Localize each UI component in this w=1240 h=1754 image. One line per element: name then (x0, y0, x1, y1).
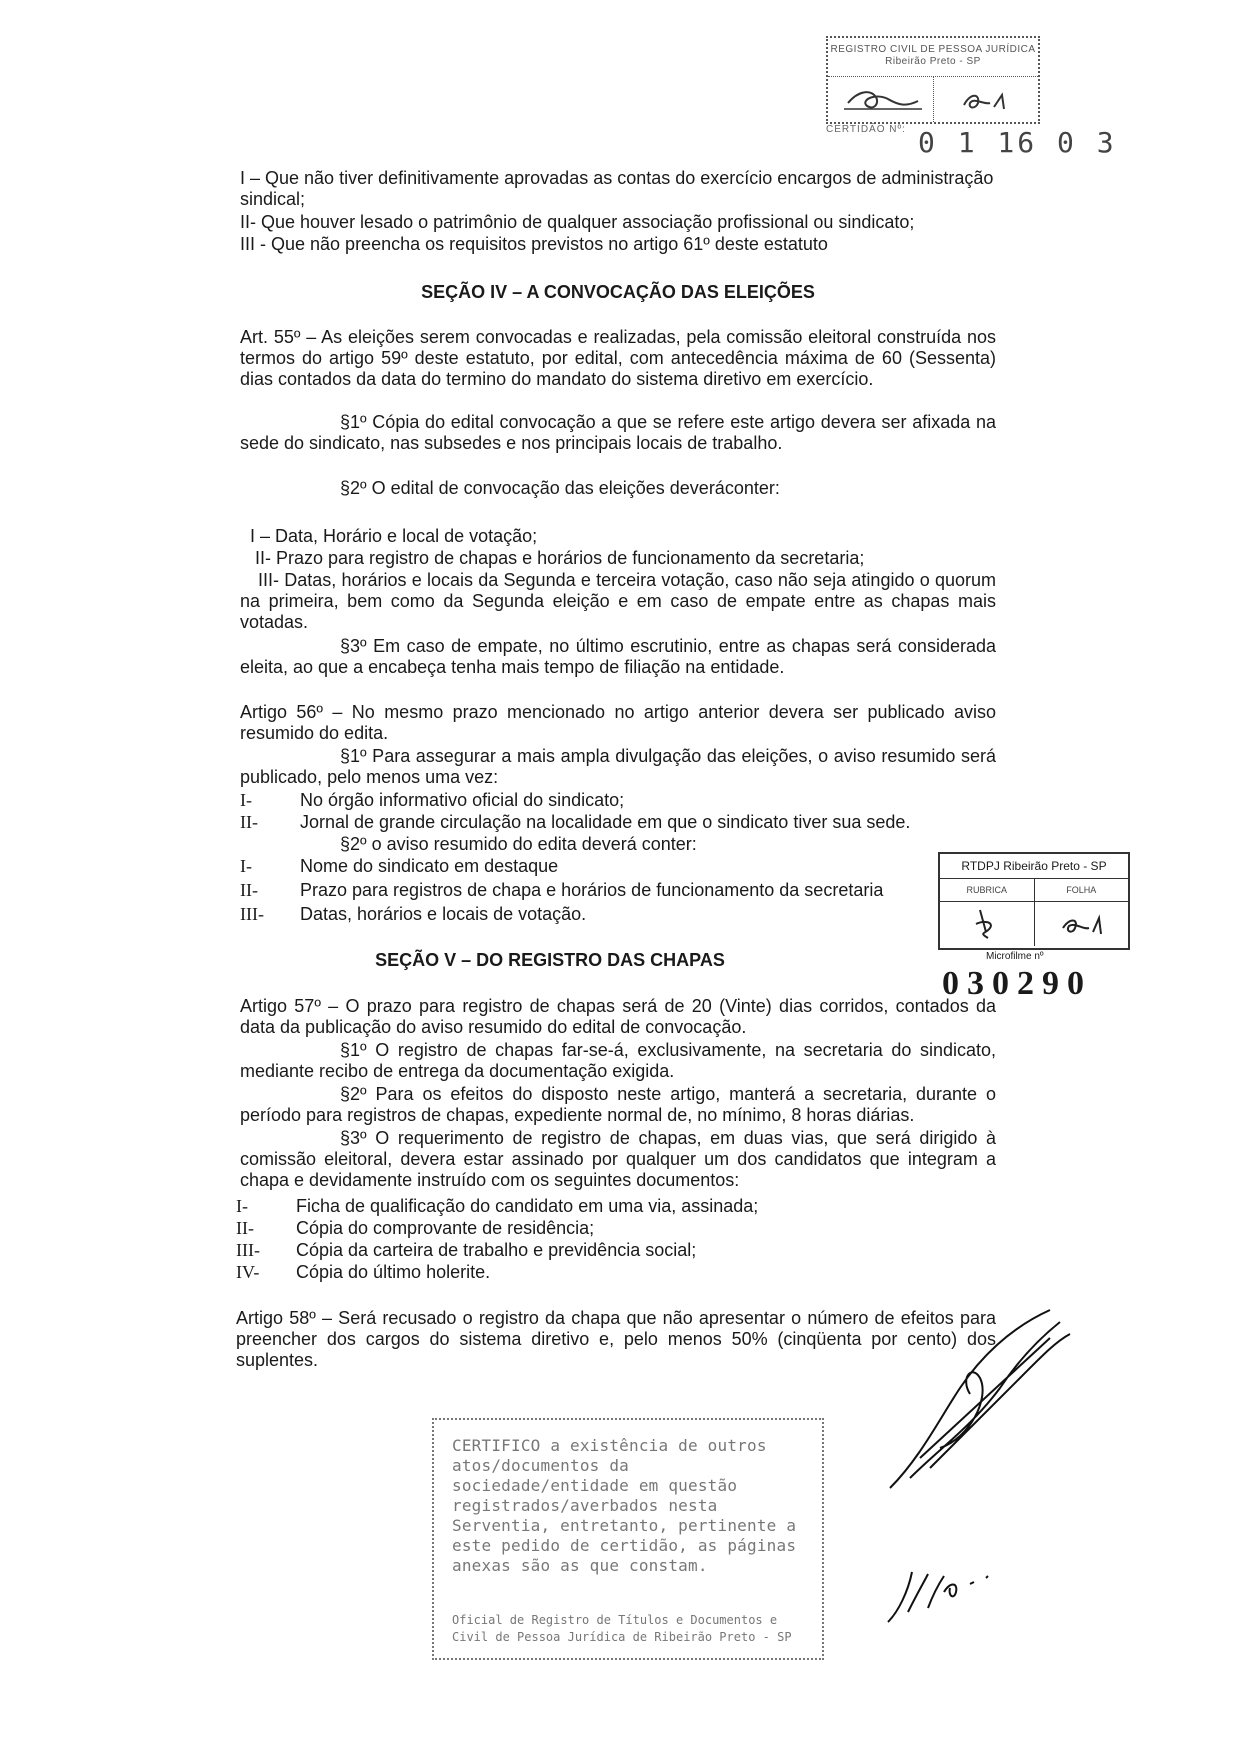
art56-list2-text-2: Prazo para registros de chapa e horários de funcionamento da secretaria (300, 880, 884, 900)
art55-item1: I – Data, Horário e local de votação; (250, 526, 538, 546)
art56-list2-num-2: II- (240, 880, 258, 900)
art56-list2-num-1: I- (240, 856, 252, 876)
art56-list1-num-2: II- (240, 812, 258, 832)
art57-text: Artigo 57º – O prazo para registro de chapas será de 20 (Vinte) dias corridos, contados da data da publicação do aviso resumido do edital de convocação. (240, 996, 996, 1037)
art57-par3: §3º O requerimento de registro de chapas, em duas vias, que será dirigido à comissão eleitoral, devera estar assinado por qualquer um dos candidatos que integram a chapa e devidamente instruído com os seguintes documentos: (240, 1128, 996, 1190)
rtdpj-rubrica-signature (940, 902, 1032, 946)
inciso-1: I – Que não tiver definitivamente aprovadas as contas do exercício encargos de administração sindical; (240, 168, 994, 209)
art55-item2: II- Prazo para registro de chapas e horários de funcionamento da secretaria; (255, 548, 865, 568)
microfilme-number: 030290 (942, 965, 1092, 1002)
art55-par1: §1º Cópia do edital convocação a que se refere este artigo devera ser afixada na sede do sindicato, nas subsedes e nos principais locais de trabalho. (240, 412, 996, 453)
art56-list2-text-3: Datas, horários e locais de votação. (300, 904, 587, 924)
art57-list-num-3: III- (236, 1240, 260, 1260)
art56-text: Artigo 56º – No mesmo prazo mencionado no artigo anterior devera ser publicado aviso resumido do edita. (240, 702, 996, 743)
microfilme-label: Microfilme nº (986, 951, 1044, 962)
art57-list-num-2: II- (236, 1218, 254, 1238)
certificate-stamp-footer: Oficial de Registro de Títulos e Documentos e Civil de Pessoa Jurídica de Ribeirão Preto - SP (452, 1613, 792, 1644)
certificate-stamp (432, 1418, 824, 1660)
art57-par2: §2º Para os efeitos do disposto neste artigo, manterá a secretaria, durante o período para registros de chapas, expediente normal de, no mínimo, 8 horas diárias. (240, 1084, 996, 1125)
art56-list1-num-1: I- (240, 790, 252, 810)
art57-par1: §1º O registro de chapas far-se-á, exclusivamente, na secretaria do sindicato, mediante recibo de entrega da documentação exigida. (240, 1040, 996, 1081)
art56-list2-num-3: III- (240, 904, 264, 924)
handwritten-signature (880, 1298, 1100, 1498)
art55-par2: §2º O edital de convocação das eleições deveráconter: (340, 478, 780, 498)
certificate-stamp-text: CERTIFICO a existência de outros atos/documentos da sociedade/entidade em questão registrados/averbados nesta Serventia, entretanto, pertinente a este pedido de certidão, as páginas anexas são as que constam. (452, 1436, 797, 1575)
art57-list-num-1: I- (236, 1196, 248, 1216)
rtdpj-rubrica-cell (940, 902, 1035, 946)
rtdpj-rubrica-label: RUBRICA (940, 879, 1035, 901)
art57-list-text-2: Cópia do comprovante de residência; (296, 1218, 595, 1238)
registry-signature (828, 77, 932, 121)
registry-stamp-line1: REGISTRO CIVIL DE PESSOA JURÍDICA (830, 44, 1036, 55)
rtdpj-folha-handwriting (1035, 902, 1127, 946)
art57-list-text-3: Cópia da carteira de trabalho e previdência social; (296, 1240, 697, 1260)
art58-text: Artigo 58º – Será recusado o registro da chapa que não apresentar o número de efeitos para preencher dos cargos do sistema diretivo e, pelo menos 50% (cinqüenta por cento) dos suplentes. (236, 1308, 996, 1370)
rtdpj-folha-label: FOLHA (1066, 885, 1097, 895)
registry-page-cell (934, 77, 1039, 122)
art56-par2: §2º o aviso resumido do edita deverá conter: (340, 834, 697, 854)
art55-par3: §3º Em caso de empate, no último escrutinio, entre as chapas será considerada eleita, ao que a encabeça tenha mais tempo de filiação na entidade. (240, 636, 996, 677)
art57-list-text-1: Ficha de qualificação do candidato em uma via, assinada; (296, 1196, 759, 1216)
section-v-heading: SEÇÃO V – DO REGISTRO DAS CHAPAS (375, 950, 725, 970)
art57-list-num-4: IV- (236, 1262, 260, 1282)
art56-par1: §1º Para assegurar a mais ampla divulgação das eleições, o aviso resumido será publicado, pelo menos uma vez: (240, 746, 996, 787)
initials-signature (878, 1552, 1028, 1632)
inciso-3: III - Que não preencha os requisitos previstos no artigo 61º deste estatuto (240, 234, 828, 254)
art56-list2-text-1: Nome do sindicato em destaque (300, 856, 559, 876)
art55-text: Art. 55º – As eleições serem convocadas e realizadas, pela comissão eleitoral construída nos termos do artigo 59º deste estatuto, por edital, com antecedência máxima de 60 (Sessenta) dias contados da data do termino do mandato do sistema diretivo em exercício. (240, 327, 996, 389)
art57-list-text-4: Cópia do último holerite. (296, 1262, 491, 1282)
certidao-label: CERTIDÃO Nº: (826, 124, 906, 135)
registry-signature-cell (828, 77, 934, 122)
rtdpj-stamp (938, 852, 1130, 950)
rtdpj-title: RTDPJ Ribeirão Preto - SP (940, 854, 1128, 879)
art56-list1-text-1: No órgão informativo oficial do sindicato; (300, 790, 625, 810)
rtdpj-folha-cell (1035, 902, 1129, 946)
registry-page-handwriting (934, 77, 1038, 121)
registry-stamp (826, 36, 1040, 124)
art56-list1-text-2: Jornal de grande circulação na localidade em que o sindicato tiver sua sede. (300, 812, 911, 832)
art55-item3: III- Datas, horários e locais da Segunda e terceira votação, caso não seja atingido o quorum na primeira, bem como da Segunda eleição e em caso de empate entre as chapas mais votadas. (240, 570, 996, 632)
certidao-number: 0 1 16 0 3 (918, 126, 1117, 159)
section-iv-heading: SEÇÃO IV – A CONVOCAÇÃO DAS ELEIÇÕES (421, 282, 815, 302)
inciso-2: II- Que houver lesado o patrimônio de qualquer associação profissional ou sindicato; (240, 212, 915, 232)
registry-stamp-line2: Ribeirão Preto - SP (885, 56, 981, 67)
